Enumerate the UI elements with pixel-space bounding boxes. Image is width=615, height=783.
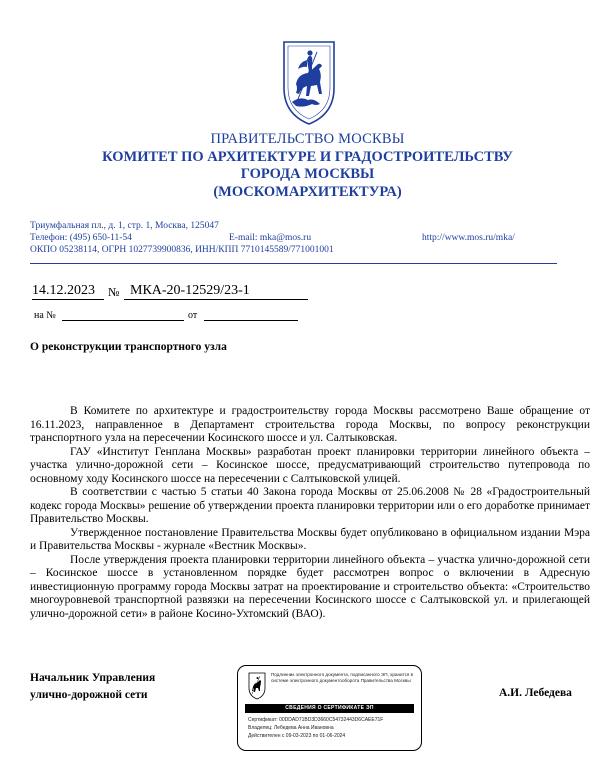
moscow-coat-of-arms-icon xyxy=(248,672,266,700)
paragraph-2: ГАУ «Институт Генплана Москвы» разработан проект планировки территории линейного объекта – участка улично-дорожной сети – Косинское шоссе, предусматривающий строительство путепровода по основному ходу Косинского шоссе на пересечении с Салтыковской улицей. xyxy=(30,445,590,485)
registry-codes: ОКПО 05238114, ОГРН 1027739900836, ИНН/КПП 7710145589/771001001 xyxy=(30,245,334,255)
website-link[interactable]: http://www.mos.ru/mka/ xyxy=(422,233,515,243)
committee-name-line1: КОМИТЕТ ПО АРХИТЕКТУРЕ И ГРАДОСТРОИТЕЛЬСТВУ xyxy=(102,149,513,165)
paragraph-3: В соответствии с частью 5 статьи 40 Закона города Москвы от 25.06.2008 № 28 «Градостроительный кодекс города Москвы» решение об утверждении проекта планировки территории или о его доработке принимает Правительство Москвы. xyxy=(30,486,590,525)
signatory-position xyxy=(30,670,155,704)
outgoing-date: 14.12.2023 xyxy=(32,283,104,300)
paragraph-4: Утвержденное постановление Правительства Москвы будет опубликовано в официальном издании Мэра и Правительства Москвы - журнале «Вестник Москвы». xyxy=(30,526,590,552)
contact-line xyxy=(30,233,530,243)
reference-date-label: от xyxy=(188,310,198,321)
government-name: ПРАВИТЕЛЬСТВО МОСКВЫ xyxy=(210,131,405,147)
reference-number-blank xyxy=(62,320,184,321)
electronic-signature-stamp xyxy=(237,665,422,751)
reference-date-blank xyxy=(204,320,298,321)
stamp-owner: Владелец: Лебедева Анна Ивановна xyxy=(248,725,334,731)
moscow-coat-of-arms-icon xyxy=(282,38,336,126)
paragraph-5: После утверждения проекта планировки территории линейного объекта – участка улично-дорожной сети – Косинское шоссе в установленном порядке будет рассмотрен вопрос о включении в Адресную инвестиционную программу города Москвы затрат на проектирование и строительство объекта: «Строительство многоуровневой транспортной развязки на пересечении Косинского шоссе с Салтыковской ул. и прилегающей улично-дорожной сети» в районе Косино-Ухтомский (ВАО). xyxy=(30,553,590,620)
stamp-validity: Действителен с 09-03-2023 по 01-06-2024 xyxy=(248,733,346,739)
address: Триумфальная пл., д. 1, стр. 1, Москва, 125047 xyxy=(30,221,219,231)
signatory-position-line1: Начальник Управления xyxy=(30,672,156,684)
stamp-note: Подлинник электронного документа, подписанного ЭП, хранится в системе электронного документооборота Правительства Москвы xyxy=(271,672,414,683)
number-sign: № xyxy=(108,285,120,299)
stamp-certificate-header: СВЕДЕНИЯ О СЕРТИФИКАТЕ ЭП xyxy=(245,704,414,713)
signatory-name: А.И. Лебедева xyxy=(499,687,572,699)
paragraph-1: В Комитете по архитектуре и градостроительству города Москвы рассмотрено Ваше обращение от 16.11.2023, направленное в Департамент строительства города Москвы, по вопросу реконструкции транспортного узла на пересечении Косинского шоссе и ул. Салтыковская. xyxy=(30,405,590,444)
outgoing-number: МКА-20-12529/23-1 xyxy=(124,283,308,300)
reference-number-label: на № xyxy=(34,310,56,321)
committee-name-line2: ГОРОДА МОСКВЫ xyxy=(240,166,375,182)
email-link[interactable]: E-mail: mka@mos.ru xyxy=(229,233,312,243)
committee-name-line3: (МОСКОМАРХИТЕКТУРА) xyxy=(213,184,402,200)
signatory-position-line2: улично-дорожной сети xyxy=(30,689,148,701)
header-divider xyxy=(30,263,557,264)
phone: Телефон: (495) 650-11-54 xyxy=(30,233,132,243)
stamp-certificate-id: Сертификат: 00DDAD71BD3D3660C54732443D6CAEE71F xyxy=(248,717,384,723)
letter-body xyxy=(30,405,590,621)
letter-subject: О реконструкции транспортного узла xyxy=(30,341,227,353)
